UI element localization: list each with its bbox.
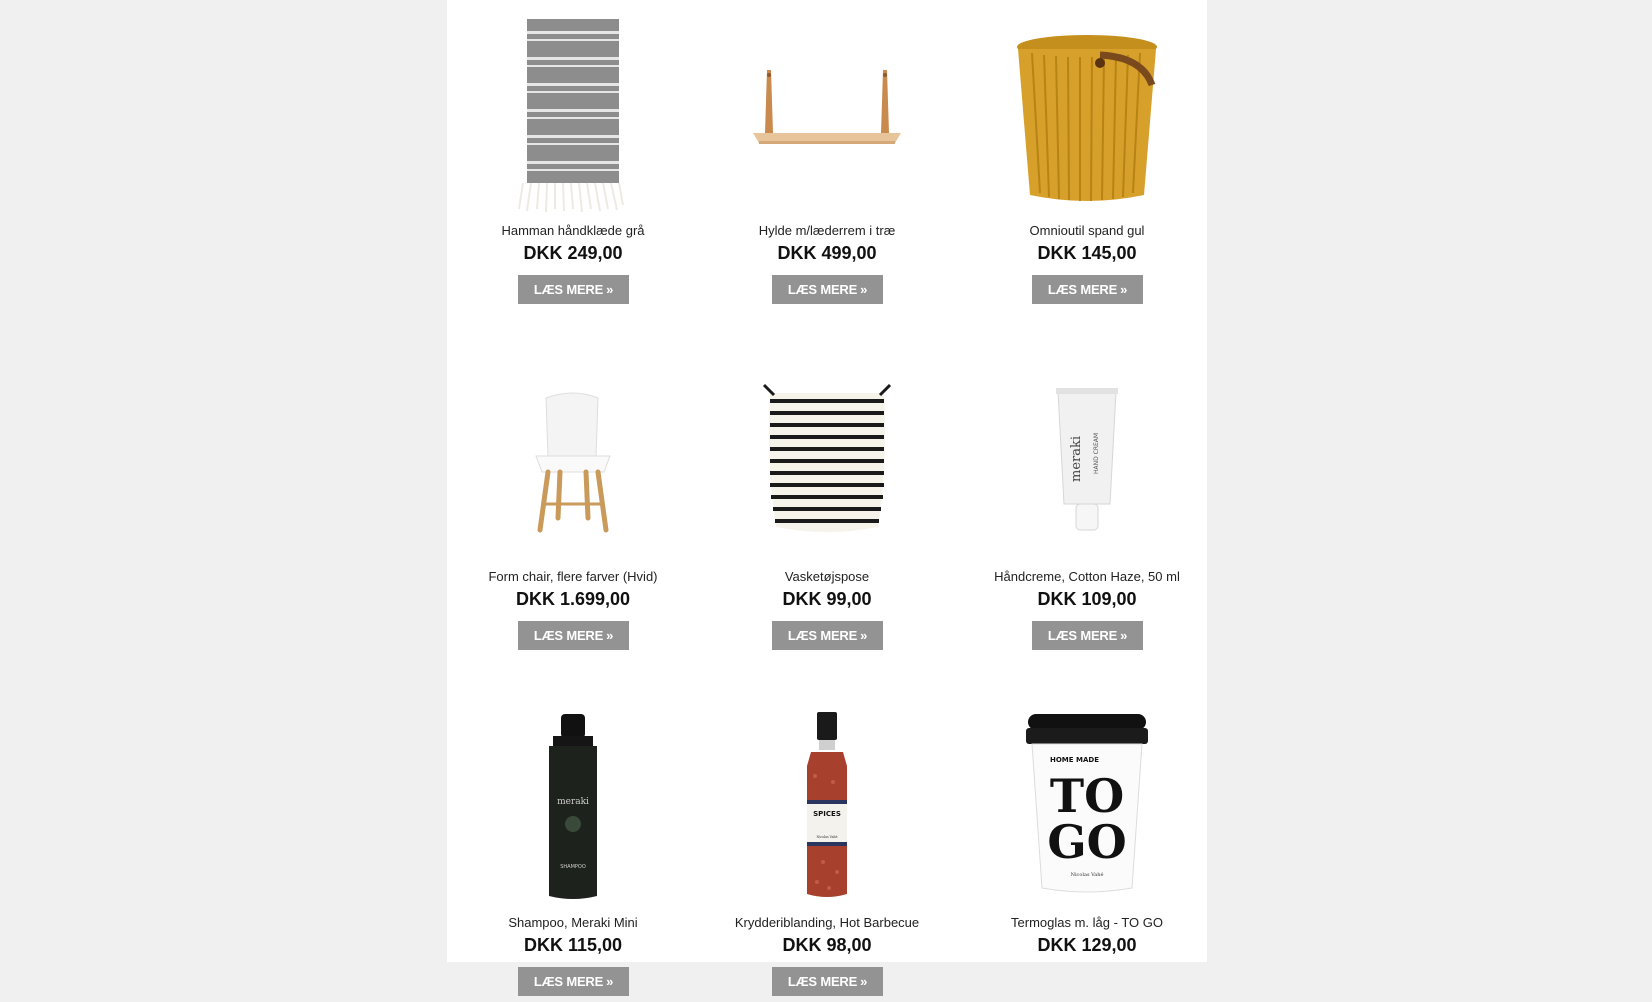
read-more-label: LÆS MERE bbox=[787, 628, 858, 643]
product-price: DKK 145,00 bbox=[1037, 243, 1137, 263]
product-name[interactable]: Hylde m/læderrem i træ bbox=[758, 223, 896, 238]
double-chevron-right-icon: » bbox=[860, 628, 868, 643]
double-chevron-right-icon: » bbox=[606, 282, 614, 297]
cup-brand: Nicolas Vahé bbox=[1070, 872, 1104, 878]
product-row bbox=[447, 692, 1207, 992]
read-more-button[interactable] bbox=[518, 275, 629, 304]
read-more-label: LÆS MERE bbox=[533, 628, 604, 643]
product-image-hand-cream[interactable] bbox=[977, 356, 1197, 566]
product-card bbox=[717, 0, 937, 310]
read-more-button[interactable] bbox=[518, 967, 629, 996]
read-more-button[interactable] bbox=[518, 621, 629, 650]
cup-small-text: HOME MADE bbox=[1050, 756, 1099, 764]
product-name[interactable]: Vasketøjspose bbox=[784, 569, 870, 584]
read-more-label: LÆS MERE bbox=[787, 282, 858, 297]
spice-label: SPICES bbox=[813, 810, 841, 818]
double-chevron-right-icon: » bbox=[606, 628, 614, 643]
product-price: DKK 1.699,00 bbox=[515, 589, 631, 609]
product-card bbox=[463, 0, 683, 310]
product-image-spice[interactable] bbox=[717, 702, 937, 912]
read-more-label: LÆS MERE bbox=[787, 974, 858, 989]
product-newsletter bbox=[447, 0, 1207, 989]
product-image-shampoo[interactable] bbox=[463, 702, 683, 912]
product-row bbox=[447, 0, 1207, 300]
read-more-button[interactable] bbox=[1032, 275, 1143, 304]
product-card bbox=[717, 692, 937, 1002]
read-more-button[interactable] bbox=[1032, 621, 1143, 650]
read-more-label: LÆS MERE bbox=[1047, 282, 1118, 297]
product-name[interactable]: Form chair, flere farver (Hvid) bbox=[488, 569, 658, 584]
read-more-button[interactable] bbox=[772, 275, 883, 304]
product-price: DKK 129,00 bbox=[1037, 935, 1137, 955]
product-row bbox=[447, 346, 1207, 646]
product-image-shelf[interactable] bbox=[717, 10, 937, 220]
double-chevron-right-icon: » bbox=[1120, 282, 1128, 297]
product-card bbox=[977, 346, 1197, 656]
double-chevron-right-icon: » bbox=[860, 974, 868, 989]
read-more-button[interactable] bbox=[772, 621, 883, 650]
product-card bbox=[463, 692, 683, 1002]
read-more-label: LÆS MERE bbox=[533, 282, 604, 297]
hand-cream-brand: meraki bbox=[1069, 435, 1084, 482]
cup-to-text: TO bbox=[1049, 769, 1125, 823]
product-price: DKK 115,00 bbox=[523, 935, 623, 955]
product-card bbox=[463, 346, 683, 656]
product-name[interactable]: Håndcreme, Cotton Haze, 50 ml bbox=[994, 569, 1180, 584]
read-more-label: LÆS MERE bbox=[533, 974, 604, 989]
double-chevron-right-icon: » bbox=[606, 974, 614, 989]
spice-brand: Nicolas Vahé bbox=[816, 835, 838, 839]
read-more-button[interactable] bbox=[772, 967, 883, 996]
product-image-towel[interactable] bbox=[463, 10, 683, 220]
product-price: DKK 499,00 bbox=[777, 243, 877, 263]
product-name[interactable]: Hamman håndklæde grå bbox=[501, 223, 645, 238]
hand-cream-label: HAND CREAM bbox=[1093, 432, 1100, 474]
product-price: DKK 249,00 bbox=[523, 243, 623, 263]
double-chevron-right-icon: » bbox=[1120, 628, 1128, 643]
product-image-chair[interactable] bbox=[463, 356, 683, 566]
shampoo-brand: meraki bbox=[557, 797, 589, 807]
product-image-laundry-bag[interactable] bbox=[717, 356, 937, 566]
read-more-label: LÆS MERE bbox=[1047, 628, 1118, 643]
product-name[interactable]: Shampoo, Meraki Mini bbox=[508, 915, 638, 930]
double-chevron-right-icon: » bbox=[860, 282, 868, 297]
product-price: DKK 109,00 bbox=[1037, 589, 1137, 609]
product-card bbox=[977, 692, 1197, 1002]
product-price: DKK 99,00 bbox=[782, 589, 872, 609]
product-name[interactable]: Omnioutil spand gul bbox=[1029, 223, 1145, 238]
product-image-to-go-cup[interactable] bbox=[977, 702, 1197, 912]
product-card bbox=[977, 0, 1197, 310]
product-card bbox=[717, 346, 937, 656]
shampoo-label: SHAMPOO bbox=[560, 864, 586, 870]
product-image-bucket[interactable] bbox=[977, 10, 1197, 220]
cup-go-text: GO bbox=[1047, 815, 1127, 869]
product-name[interactable]: Termoglas m. låg - TO GO bbox=[1011, 915, 1163, 930]
product-name[interactable]: Krydderiblanding, Hot Barbecue bbox=[734, 915, 920, 930]
product-price: DKK 98,00 bbox=[782, 935, 872, 955]
